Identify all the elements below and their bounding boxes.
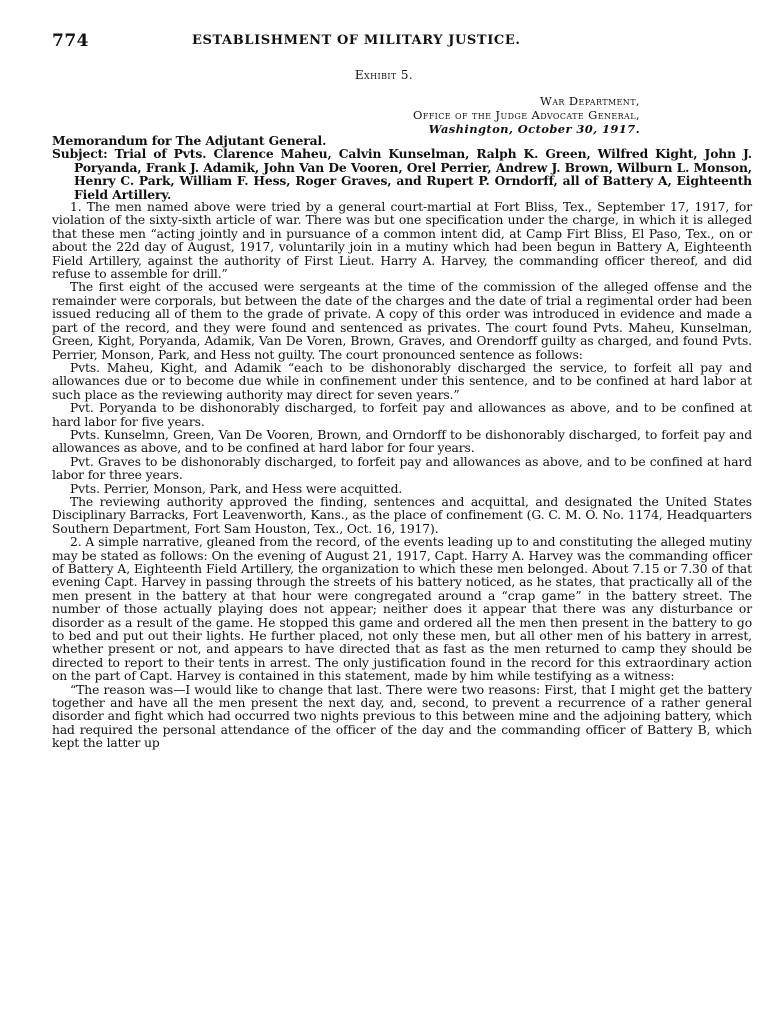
page-number: 774 [52,31,89,51]
paragraph: Pvts. Kunselmn, Green, Van De Vooren, Brown, and Orndorff to be dishonorably discharged, to forfeit pay and allowances as above, and to be confined at hard labor for four years. [52,427,752,456]
running-head: ESTABLISHMENT OF MILITARY JUSTICE. [192,33,521,48]
sender-block [413,94,640,136]
paragraph: 2. A simple narrative, gleaned from the record, of the events leading up to and constituting the alleged mutiny may be stated as follows: On the evening of August 21, 1917, Capt. Harry A. Harvey was the commanding officer of Battery A, Eighteenth Field Artillery, the organization to which these men belonged. About 7.15 or 7.30 of that evening Capt. Harvey in passing through the streets of his battery noticed, as he states, that practically all of the men present in the battery at that hour were congregated around a “crap game” in the battery street. The number of those actually playing does not appear; neither does it appear that there was any disturbance or disorder as a result of the game. He stopped this game and ordered all the men then present in the battery to go to bed and put out their lights. He further placed, not only these men, but all other men of his battery in arrest, whether present or not, and appears to have directed that as fast as the men returned to camp they should be directed to report to their tents in arrest. The only justification found in the record for this extraordinary action on the part of Capt. Harvey is contained in this statement, made by him while testifying as a witness: [52,535,752,684]
memo-addressee: Memorandum for The Adjutant General. [52,133,327,148]
sender-department: War Department, [539,94,640,108]
paragraph: Pvts. Perrier, Monson, Park, and Hess were acquitted. [70,481,403,496]
document-body [52,134,752,751]
paragraph: The reviewing authority approved the finding, sentences and acquittal, and designated the United States Disciplinary Barracks, Fort Leavenworth, Kans., as the place of confinement (G. C. M. O. No. 1174, Headquarters Southern Department, Fort Sam Houston, Tex., Oct. 16, 1917). [52,494,752,536]
paragraph: Pvt. Poryanda to be dishonorably discharged, to forfeit pay and allowances as above, and to be confined at hard labor for five years. [52,401,752,429]
exhibit-heading: Exhibit 5. [354,68,414,82]
paragraph: The first eight of the accused were sergeants at the time of the commission of the alleged offense and the remainder were corporals, but between the date of the charges and the date of trial a regimental order had been issued reducing all of them to the grade of private. A copy of this order was introduced in evidence and made a part of the record, and they were found and sentenced as privates. The court found Pvts. Maheu, Kunselman, Green, Kight, Poryanda, Adamik, Van De Voren, Brown, Graves, and Orendorff guilty as charged, and found Pvts. Perrier, Monson, Park, and Hess not guilty. The court pronounced sentence as follows: [52,280,752,362]
paragraph: 1. The men named above were tried by a general court-martial at Fort Bliss, Tex., September 17, 1917, for violation of the sixty-sixth article of war. There was but one specification under the charge, in which it is alleged that these men “acting jointly and in pursuance of a common intent did, at Camp Firt Bliss, El Paso, Tex., on or about the 22d day of August, 1917, voluntarily join in a mutiny which had been begun in Battery A, Eighteenth Field Artillery, against the authority of First Lieut. Harry A. Harvey, the commanding officer thereof, and did refuse to assemble for drill.” [52,200,752,282]
paragraph: Pvt. Graves to be dishonorably discharged, to forfeit pay and allowances as above, and to be confined at hard labor for three years. [52,454,752,483]
paragraph: Pvts. Maheu, Kight, and Adamik “each to be dishonorably discharged the service, to forfeit all pay and allowances due or to become due while in confinement under this sentence, and to be confined at hard labor at such place as the reviewing authority may direct for seven years.” [52,360,752,402]
paragraph: “The reason was—I would like to change that last. There were two reasons: First, that I might get the battery together and have all the men present the next day, and, second, to prevent a recurrence of a rather general disorder and fight which had occurred two nights previous to this between mine and the adjoining battery, which had required the personal attendance of the officer of the day and the commanding officer of Battery B, which kept the latter up [52,682,752,751]
sender-office: Office of the Judge Advocate General, [412,108,640,122]
page-header [52,31,752,51]
sender-place-date: Washington, October 30, 1917. [428,122,640,136]
memo-subject: Subject: Trial of Pvts. Clarence Maheu, Calvin Kunselman, Ralph K. Green, Wilfred Kight, John J. Poryanda, Frank J. Adamik, John Van De Vooren, Orel Perrier, Andrew J. Brown, Wilburn L. Monson, Henry C. Park, William F. Hess, Roger Graves, and Rupert P. Orndorff, all of Battery A, Eighteenth Field Artillery. [52,146,752,202]
